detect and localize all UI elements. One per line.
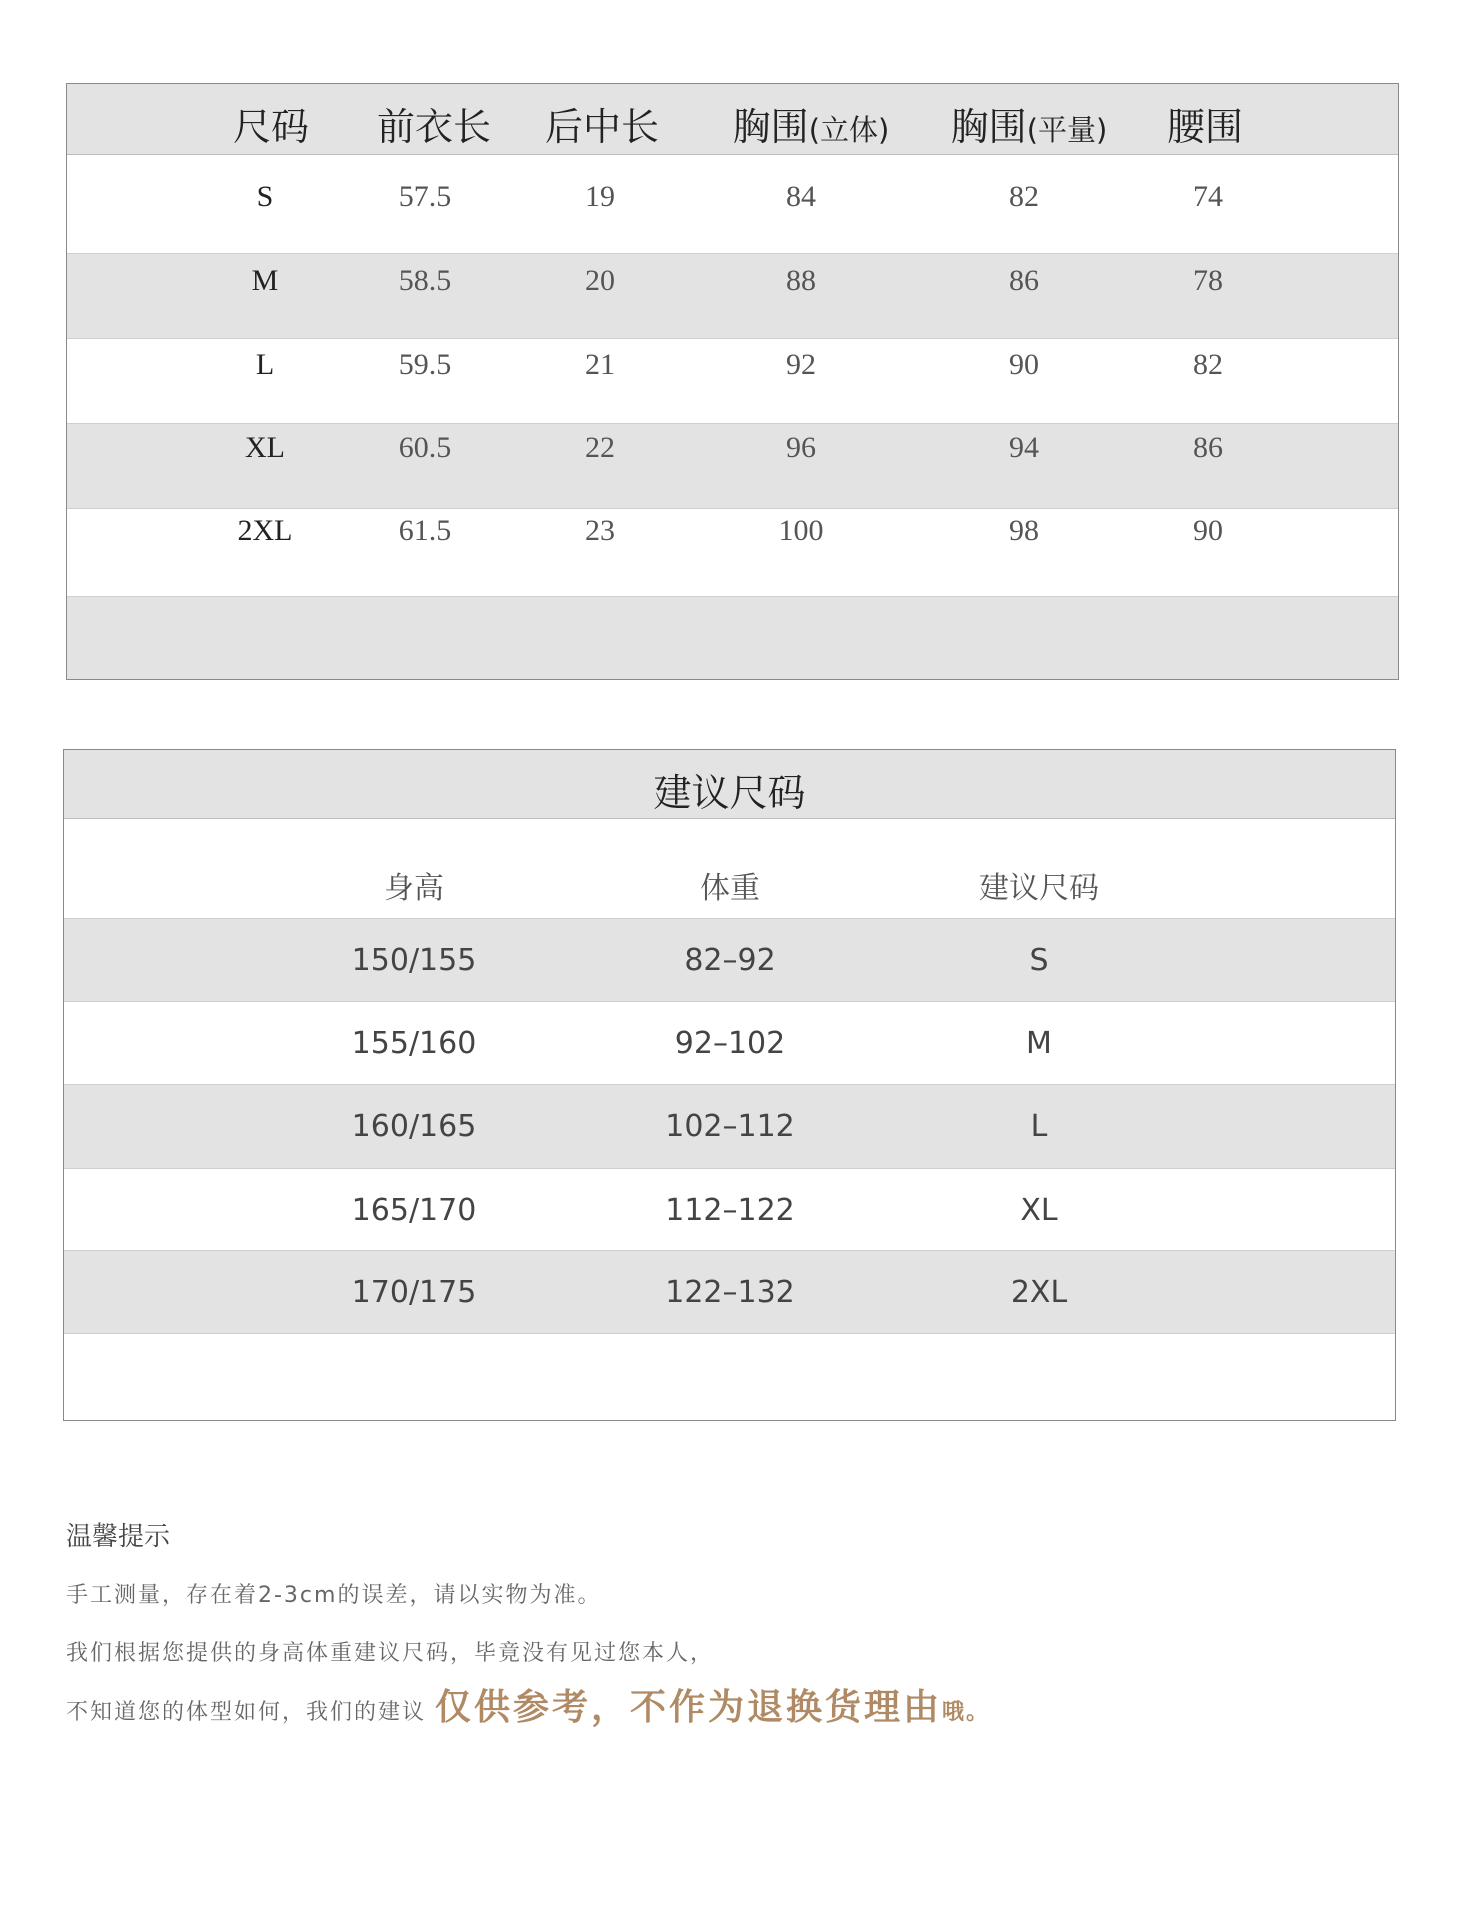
back-length-cell: 19 <box>585 180 615 213</box>
size-cell: 2XL <box>1010 1275 1068 1310</box>
tips-line-recommendation: 我们根据您提供的身高体重建议尺码，毕竟没有见过您本人， <box>66 1641 715 1666</box>
height-cell: 155/160 <box>351 1026 477 1061</box>
weight-cell: 102–112 <box>665 1109 795 1144</box>
size-cell: XL <box>1020 1193 1058 1228</box>
bust-3d-cell: 88 <box>786 264 816 297</box>
header-waist: 腰围 <box>1166 105 1244 149</box>
weight-cell: 122–132 <box>665 1275 795 1310</box>
header-size: 尺码 <box>232 105 310 149</box>
bust-flat-cell: 86 <box>1009 264 1039 297</box>
front-length-cell: 60.5 <box>398 431 452 464</box>
size-cell: M <box>251 264 279 297</box>
table-row <box>64 1168 1395 1252</box>
table-row <box>66 180 1399 220</box>
height-cell: 170/175 <box>351 1275 477 1310</box>
weight-cell: 82–92 <box>684 943 776 978</box>
height-cell: 160/165 <box>351 1109 477 1144</box>
back-length-cell: 20 <box>585 264 615 297</box>
waist-cell: 86 <box>1193 431 1223 464</box>
disclaimer-emphasis: 仅供参考，不作为退换货理由 <box>435 1686 943 1728</box>
bust-3d-cell: 100 <box>778 514 824 547</box>
table-row <box>64 918 1395 1002</box>
tips-line-measurement: 手工测量，存在着2-3cm的误差，请以实物为准。 <box>66 1583 602 1608</box>
front-length-cell: 59.5 <box>398 348 452 381</box>
table-row <box>64 1250 1395 1334</box>
table-row <box>66 514 1399 554</box>
bust-3d-cell: 96 <box>786 431 816 464</box>
bust-3d-cell: 92 <box>786 348 816 381</box>
size-chart-body <box>66 83 1399 680</box>
front-length-cell: 58.5 <box>398 264 452 297</box>
size-cell: 2XL <box>237 514 293 547</box>
size-cell: L <box>1030 1109 1048 1144</box>
table-row <box>66 264 1399 304</box>
bust-flat-cell: 90 <box>1009 348 1039 381</box>
header-back-length: 后中长 <box>544 105 660 149</box>
back-length-cell: 23 <box>585 514 615 547</box>
weight-cell: 112–122 <box>665 1193 795 1228</box>
bust-3d-cell: 84 <box>786 180 816 213</box>
height-cell: 165/170 <box>351 1193 477 1228</box>
weight-cell: 92–102 <box>674 1026 786 1061</box>
size-cell: S <box>1029 943 1049 978</box>
table-row <box>66 431 1399 471</box>
header-weight: 体重 <box>700 871 760 906</box>
bust-flat-cell: 94 <box>1009 431 1039 464</box>
waist-cell: 82 <box>1193 348 1223 381</box>
back-length-cell: 22 <box>585 431 615 464</box>
front-length-cell: 61.5 <box>398 514 452 547</box>
table-footer-row <box>64 1333 1395 1421</box>
table-row <box>64 1084 1395 1168</box>
waist-cell: 90 <box>1193 514 1223 547</box>
tips-heading: 温馨提示 <box>66 1522 171 1552</box>
tips-line-disclaimer <box>66 1679 990 1730</box>
size-cell: S <box>256 180 274 213</box>
table-row <box>64 1001 1395 1085</box>
waist-cell: 78 <box>1193 264 1223 297</box>
size-cell: XL <box>245 431 285 464</box>
disclaimer-tail: 哦。 <box>942 1699 991 1725</box>
front-length-cell: 57.5 <box>398 180 452 213</box>
bust-flat-cell: 98 <box>1009 514 1039 547</box>
waist-cell: 74 <box>1193 180 1223 213</box>
recommend-size-table <box>63 749 1396 1421</box>
table-row <box>66 348 1399 388</box>
recommend-title-band <box>64 750 1395 819</box>
header-bust-3d: 胸围(立体) <box>732 105 890 149</box>
recommend-title: 建议尺码 <box>653 771 806 815</box>
height-cell: 150/155 <box>351 943 477 978</box>
bust-flat-cell: 82 <box>1009 180 1039 213</box>
size-cell: L <box>255 348 275 381</box>
size-cell: M <box>1026 1026 1052 1061</box>
header-height: 身高 <box>384 871 444 906</box>
header-recommended-size: 建议尺码 <box>979 871 1099 906</box>
back-length-cell: 21 <box>585 348 615 381</box>
tips-section <box>66 1516 991 1728</box>
header-front-length: 前衣长 <box>376 105 492 149</box>
disclaimer-prefix: 不知道您的体型如何，我们的建议 <box>66 1700 427 1725</box>
header-bust-flat: 胸围(平量) <box>950 105 1108 149</box>
